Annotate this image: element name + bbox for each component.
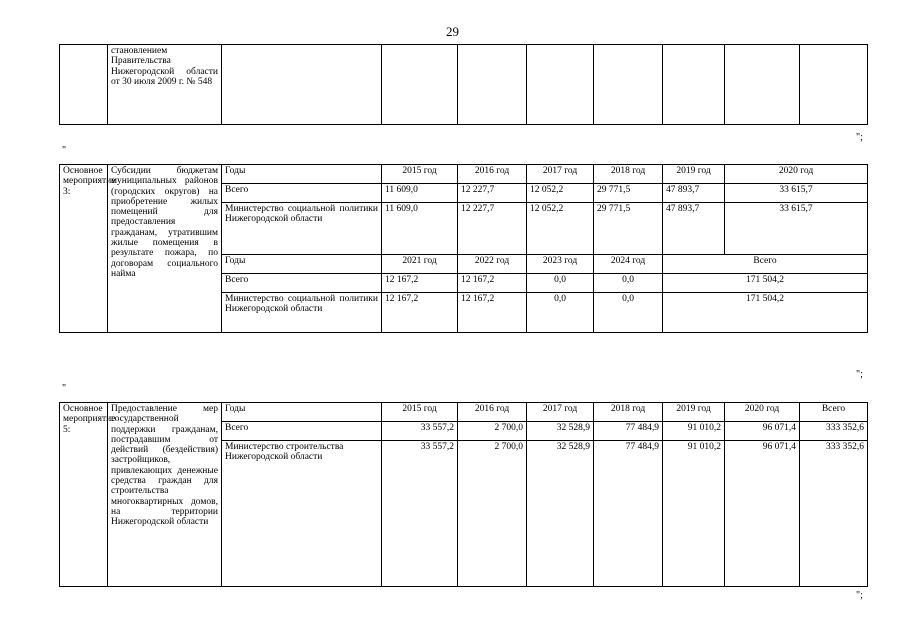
years-header: Годы (222, 255, 382, 274)
total-header: Всего (663, 255, 868, 274)
value-cell: 29 771,5 (594, 184, 663, 203)
year-header-cell: 2017 год (527, 403, 594, 422)
value-cell: 91 010,2 (663, 441, 725, 587)
value-cell: 91 010,2 (663, 422, 725, 441)
opening-quote-mark: " (62, 383, 67, 394)
total-cell: 171 504,2 (663, 274, 868, 293)
table-measure-3 (59, 164, 868, 333)
year-header-cell: 2019 год (663, 403, 725, 422)
year-header-cell: 2016 год (458, 165, 527, 184)
value-cell: 96 071,4 (725, 441, 800, 587)
total-header: Всего (800, 403, 868, 422)
value-cell: 33 557,2 (382, 422, 458, 441)
closing-quote-mark: "; (856, 590, 863, 601)
value-cell: 33 615,7 (725, 184, 868, 203)
closing-quote-mark: "; (856, 369, 863, 380)
value-cell: 11 609,0 (382, 184, 458, 203)
value-cell: 2 700,0 (458, 441, 527, 587)
value-cell: 32 528,9 (527, 441, 594, 587)
year-header-cell: 2018 год (594, 403, 663, 422)
value-cell: 12 167,2 (458, 293, 527, 333)
value-cell: 47 893,7 (663, 184, 725, 203)
value-cell: 33 615,7 (725, 203, 868, 255)
measure-label: Основное мероприятие 3: (60, 165, 108, 333)
year-header-cell: 2020 год (725, 165, 868, 184)
value-cell: 33 557,2 (382, 441, 458, 587)
empty-cell (60, 45, 108, 125)
table-measure-5 (59, 402, 868, 587)
value-cell: 12 167,2 (382, 274, 458, 293)
total-cell: 333 352,6 (800, 441, 868, 587)
fragment-text: становлением Правительства Нижегородской области от 30 июля 2009 г. № 548 (108, 45, 222, 125)
table-fragment-top (59, 44, 868, 125)
measure-label: Основное мероприятие 5: (60, 403, 108, 587)
row-label: Всего (222, 274, 382, 293)
year-header-cell: 2020 год (725, 403, 800, 422)
total-cell: 171 504,2 (663, 293, 868, 333)
value-cell: 12 227,7 (458, 184, 527, 203)
year-header-cell: 2016 год (458, 403, 527, 422)
year-header-cell: 2023 год (527, 255, 594, 274)
value-cell: 12 167,2 (458, 274, 527, 293)
value-cell: 77 484,9 (594, 422, 663, 441)
year-header-cell: 2024 год (594, 255, 663, 274)
closing-quote-mark: "; (856, 132, 863, 143)
year-header-cell: 2018 год (594, 165, 663, 184)
year-header-cell: 2017 год (527, 165, 594, 184)
value-cell: 29 771,5 (594, 203, 663, 255)
measure-description: Предоставление мер государственной поддержки гражданам, пострадавшим от действий (бездействия) застройщиков, привлекающих денежные средства граждан для строительства многоквартирных домов, на территории Нижегородской области (108, 403, 222, 587)
value-cell: 96 071,4 (725, 422, 800, 441)
value-cell: 47 893,7 (663, 203, 725, 255)
value-cell: 12 052,2 (527, 184, 594, 203)
value-cell: 0,0 (527, 274, 594, 293)
value-cell: 0,0 (527, 293, 594, 333)
year-header-cell: 2015 год (382, 403, 458, 422)
value-cell: 0,0 (594, 274, 663, 293)
value-cell: 0,0 (594, 293, 663, 333)
value-cell: 2 700,0 (458, 422, 527, 441)
row-label: Министерство строительства Нижегородской области (222, 441, 382, 587)
row-label: Министерство социальной политики Нижегородской области (222, 203, 382, 255)
year-header-cell: 2022 год (458, 255, 527, 274)
row-label: Министерство социальной политики Нижегородской области (222, 293, 382, 333)
years-header: Годы (222, 165, 382, 184)
value-cell: 12 227,7 (458, 203, 527, 255)
value-cell: 77 484,9 (594, 441, 663, 587)
opening-quote-mark: " (62, 145, 67, 156)
measure-description: Субсидии бюджетам муниципальных районов (городских округов) на приобретение жилых помещений для предоставления гражданам, утратившим жилые помещения в результате пожара, по договорам социального найма (108, 165, 222, 333)
total-cell: 333 352,6 (800, 422, 868, 441)
year-header-cell: 2021 год (382, 255, 458, 274)
year-header-cell: 2019 год (663, 165, 725, 184)
year-header-cell: 2015 год (382, 165, 458, 184)
value-cell: 32 528,9 (527, 422, 594, 441)
value-cell: 12 167,2 (382, 293, 458, 333)
value-cell: 12 052,2 (527, 203, 594, 255)
value-cell: 11 609,0 (382, 203, 458, 255)
row-label: Всего (222, 184, 382, 203)
years-header: Годы (222, 403, 382, 422)
page-number: 29 (446, 24, 459, 39)
row-label: Всего (222, 422, 382, 441)
